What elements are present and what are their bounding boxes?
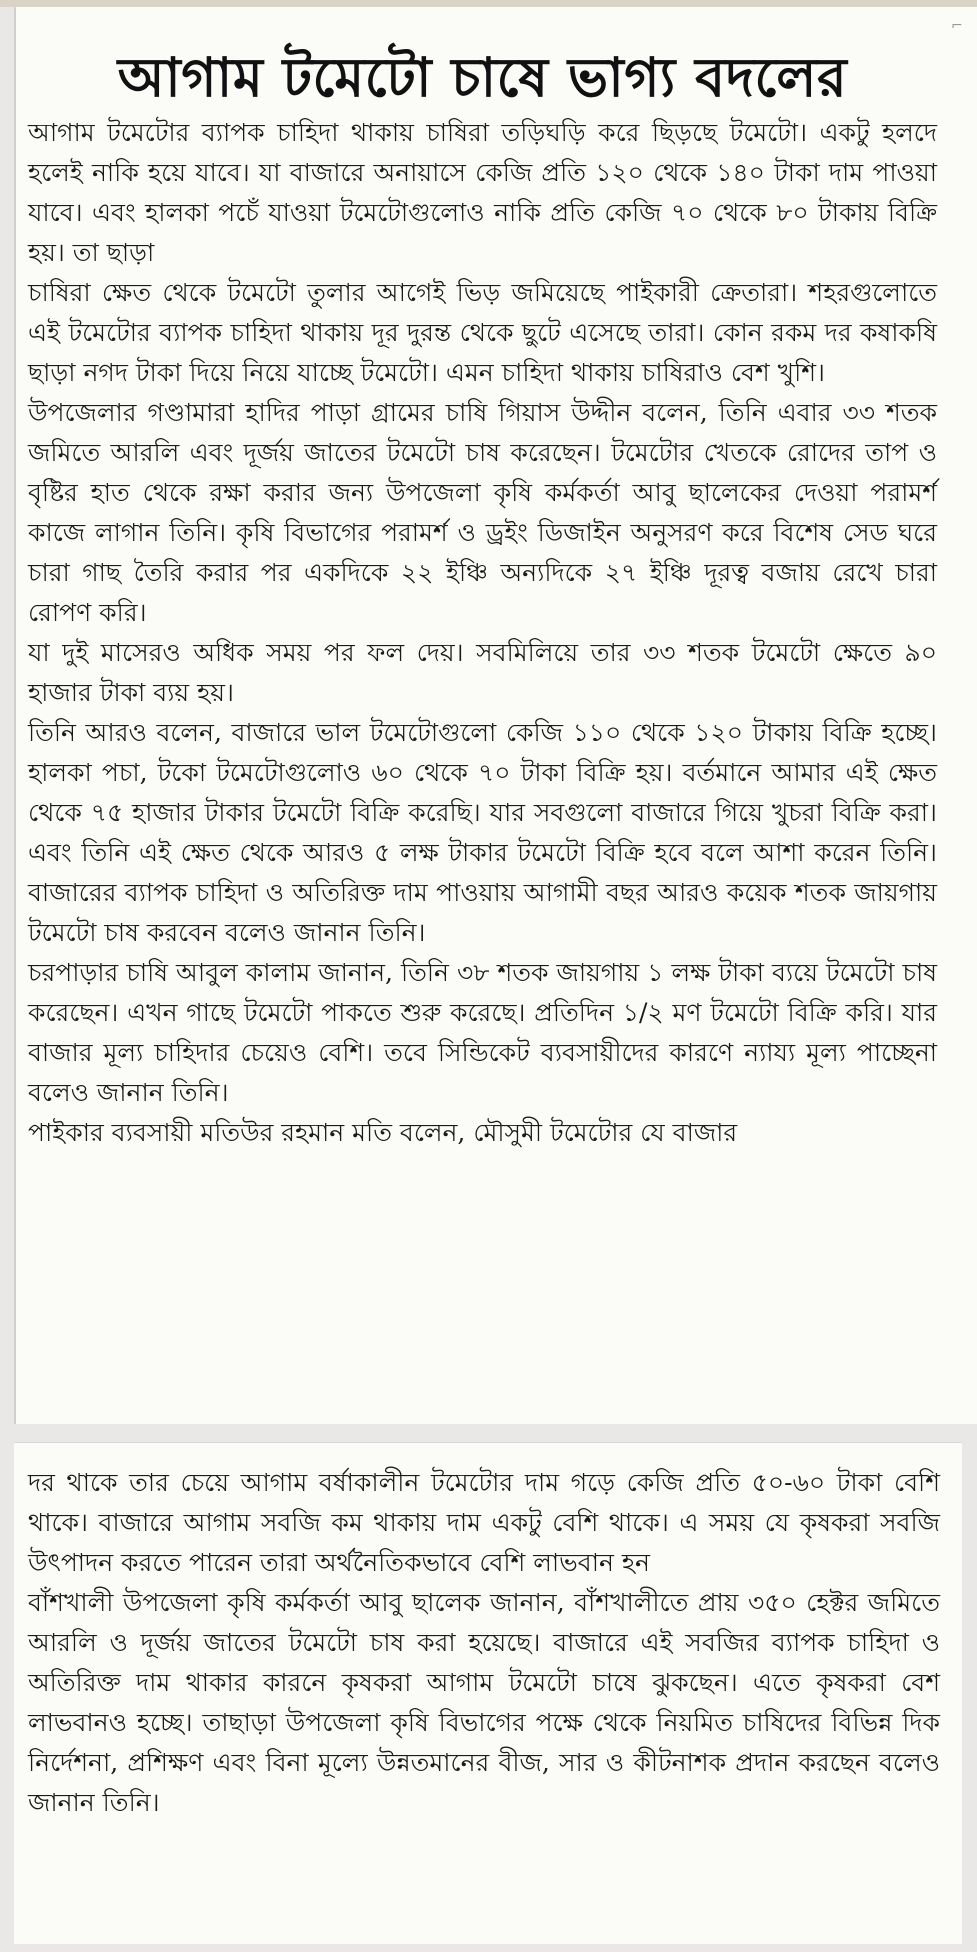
top-strip	[0, 0, 977, 7]
article-paragraph: চরপাড়ার চাষি আবুল কালাম জানান, তিনি ৩৮ শতক জায়গায় ১ লক্ষ টাকা ব্যয়ে টমেটো চাষ করেছেন। এখন গাছে টমেটো পাকতে শুরু করেছে। প্রতিদিন ১/২ মণ টমেটো বিক্রি করি। যার বাজার মূল্য চাহিদার চেয়েও বেশি। তবে সিন্ডিকেট ব্যবসায়ীদের কারণে ন্যায্য মূল্য পাচ্ছেনা বলেও জানান তিনি।	[28, 958, 937, 1107]
article-paragraph: তিনি আরও বলেন, বাজারে ভাল টমেটোগুলো কেজি ১১০ থেকে ১২০ টাকায় বিক্রি হচ্ছে। হালকা পচা, টকো টমেটোগুলোও ৬০ থেকে ৭০ টাকা বিক্রি হয়। বর্তমানে আমার এই ক্ষেত থেকে ৭৫ হাজার টাকার টমেটো বিক্রি করেছি। যার সবগুলো বাজারে গিয়ে খুচরা বিক্রি করা। এবং তিনি এই ক্ষেত থেকে আরও ৫ লক্ষ টাকার টমেটো বিক্রি হবে বলে আশা করেন তিনি। বাজারের ব্যাপক চাহিদা ও অতিরিক্ত দাম পাওয়ায় আগামী বছর আরও কয়েক শতক জায়গায় টমেটো চাষ করবেন বলেও জানান তিনি।	[28, 718, 937, 947]
article-headline: আগাম টমেটো চাষে ভাগ্য বদলের	[117, 46, 848, 109]
article-paragraph: চাষিরা ক্ষেত থেকে টমেটো তুলার আগেই ভিড় জমিয়েছে পাইকারী ক্রেতারা। শহরগুলোতে এই টমেটোর ব্যাপক চাহিদা থাকায় দূর দুরন্ত থেকে ছুটে এসেছে তারা। কোন রকম দর কষাকষি ছাড়া নগদ টাকা দিয়ে নিয়ে যাচ্ছে টমেটো। এমন চাহিদা থাকায় চাষিরাও বেশ খুশি।	[28, 278, 937, 387]
article-paragraph: আগাম টমেটোর ব্যাপক চাহিদা থাকায় চাষিরা তড়িঘড়ি করে ছিড়ছে টমেটো। একটু হলদে হলেই নাকি হয়ে যাবে। যা বাজারে অনায়াসে কেজি প্রতি ১২০ থেকে ১৪০ টাকা দাম পাওয়া যাবে। এবং হালকা পচেঁ যাওয়া টমেটোগুলোও নাকি প্রতি কেজি ৭০ থেকে ৮০ টাকায় বিক্রি হয়। তা ছাড়া	[28, 118, 937, 267]
article-paragraph: যা দুই মাসেরও অধিক সময় পর ফল দেয়। সবমিলিয়ে তার ৩৩ শতক টমেটো ক্ষেতে ৯০ হাজার টাকা ব্যয় হয়।	[28, 638, 937, 707]
article-paragraph: বাঁশখালী উপজেলা কৃষি কর্মকর্তা আবু ছালেক জানান, বাঁশখালীতে প্রায় ৩৫০ হেক্টর জমিতে আরলি ও দূর্জয় জাতের টমেটো চাষ করা হয়েছে। বাজারে এই সবজির ব্যাপক চাহিদা ও অতিরিক্ত দাম থাকার কারনে কৃষকরা আগাম টমেটো চাষে ঝুকছেন। এতে কৃষকরা বেশ লাভবানও হচ্ছে। তাছাড়া উপজেলা কৃষি বিভাগের পক্ষে থেকে নিয়মিত চাষিদের বিভিন্ন দিক নির্দেশনা, প্রশিক্ষণ এবং বিনা মূল্যে উন্নতমানের বীজ, সার ও কীটনাশক প্রদান করছেন বলেও জানান তিনি।	[28, 1588, 940, 1817]
news-clipping-upper	[14, 7, 977, 1424]
article-paragraph: দর থাকে তার চেয়ে আগাম বর্ষাকালীন টমেটোর দাম গড়ে কেজি প্রতি ৫০-৬০ টাকা বেশি থাকে। বাজারে আগাম সবজি কম থাকায় দাম একটু বেশি থাকে। এ সময় যে কৃষকরা সবজি উৎপাদন করতে পারেন তারা অর্থনৈতিকভাবে বেশি লাভবান হন	[28, 1468, 940, 1577]
corner-mark-icon: ⌐	[951, 18, 963, 34]
article-paragraph: উপজেলার গণ্ডামারা হাদির পাড়া গ্রামের চাষি গিয়াস উদ্দীন বলেন, তিনি এবার ৩৩ শতক জমিতে আরলি এবং দূর্জয় জাতের টমেটো চাষ করেছেন। টমেটোর খেতকে রোদের তাপ ও বৃষ্টির হাত থেকে রক্ষা করার জন্য উপজেলা কৃষি কর্মকর্তা আবু ছালেকের দেওয়া পরামর্শ কাজে লাগান তিনি। কৃষি বিভাগের পরামর্শ ও ড্রইং ডিজাইন অনুসরণ করে বিশেষ সেড ঘরে চারা গাছ তৈরি করার পর একদিকে ২২ ইঞ্চি অন্যদিকে ২৭ ইঞ্চি দূরত্ব বজায় রেখে চারা রোপণ করি।	[28, 398, 937, 627]
news-clipping-lower	[14, 1442, 962, 1944]
article-paragraph: পাইকার ব্যবসায়ী মতিউর রহমান মতি বলেন, মৌসুমী টমেটোর যে বাজার	[28, 1118, 738, 1147]
